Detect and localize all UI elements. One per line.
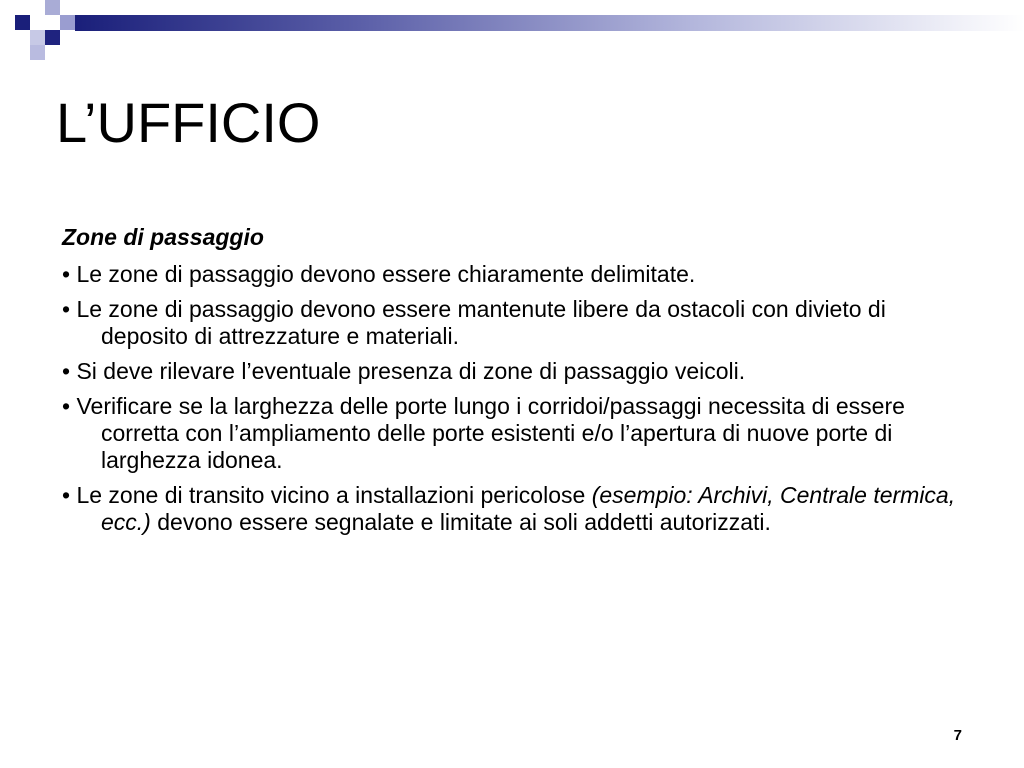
bullet-marker: • [62, 261, 71, 287]
bullet-list [62, 261, 972, 536]
bullet-marker: • [62, 358, 71, 384]
bullet-item [62, 482, 972, 536]
bullet-text-italic: (esempio: Archivi, Centrale termica, ecc.) [101, 482, 956, 535]
bullet-marker: • [62, 393, 71, 419]
slide-body [62, 224, 972, 544]
header-gradient-bar [75, 15, 1024, 31]
bullet-text: Si deve rilevare l’eventuale presenza di zone di passaggio veicoli. [76, 358, 746, 384]
decor-square [60, 15, 75, 30]
bullet-marker: • [62, 296, 71, 322]
decor-square [45, 30, 60, 45]
bullet-text: Le zone di transito vicino a installazioni pericolose [76, 482, 592, 508]
bullet-text: Le zone di passaggio devono essere mantenute libere da ostacoli con divieto di deposito di attrezzature e materiali. [76, 296, 886, 349]
page-number: 7 [953, 727, 962, 744]
section-subtitle: Zone di passaggio [62, 224, 264, 250]
bullet-item [62, 358, 972, 385]
bullet-text: Le zone di passaggio devono essere chiaramente delimitate. [76, 261, 696, 287]
bullet-text: devono essere segnalate e limitate ai soli addetti autorizzati. [150, 509, 771, 535]
decor-square [45, 0, 60, 15]
decor-square [15, 15, 30, 30]
slide-title: L’UFFICIO [56, 91, 321, 154]
bullet-marker: • [62, 482, 71, 508]
decor-square [30, 30, 45, 45]
bullet-text: Verificare se la larghezza delle porte lungo i corridoi/passaggi necessita di essere corretta con l’ampliamento delle porte esistenti e/o l’apertura di nuove porte di larghezza idonea. [76, 393, 905, 473]
bullet-item [62, 296, 972, 350]
bullet-item [62, 261, 972, 288]
bullet-item [62, 393, 972, 474]
decor-square [30, 45, 45, 60]
